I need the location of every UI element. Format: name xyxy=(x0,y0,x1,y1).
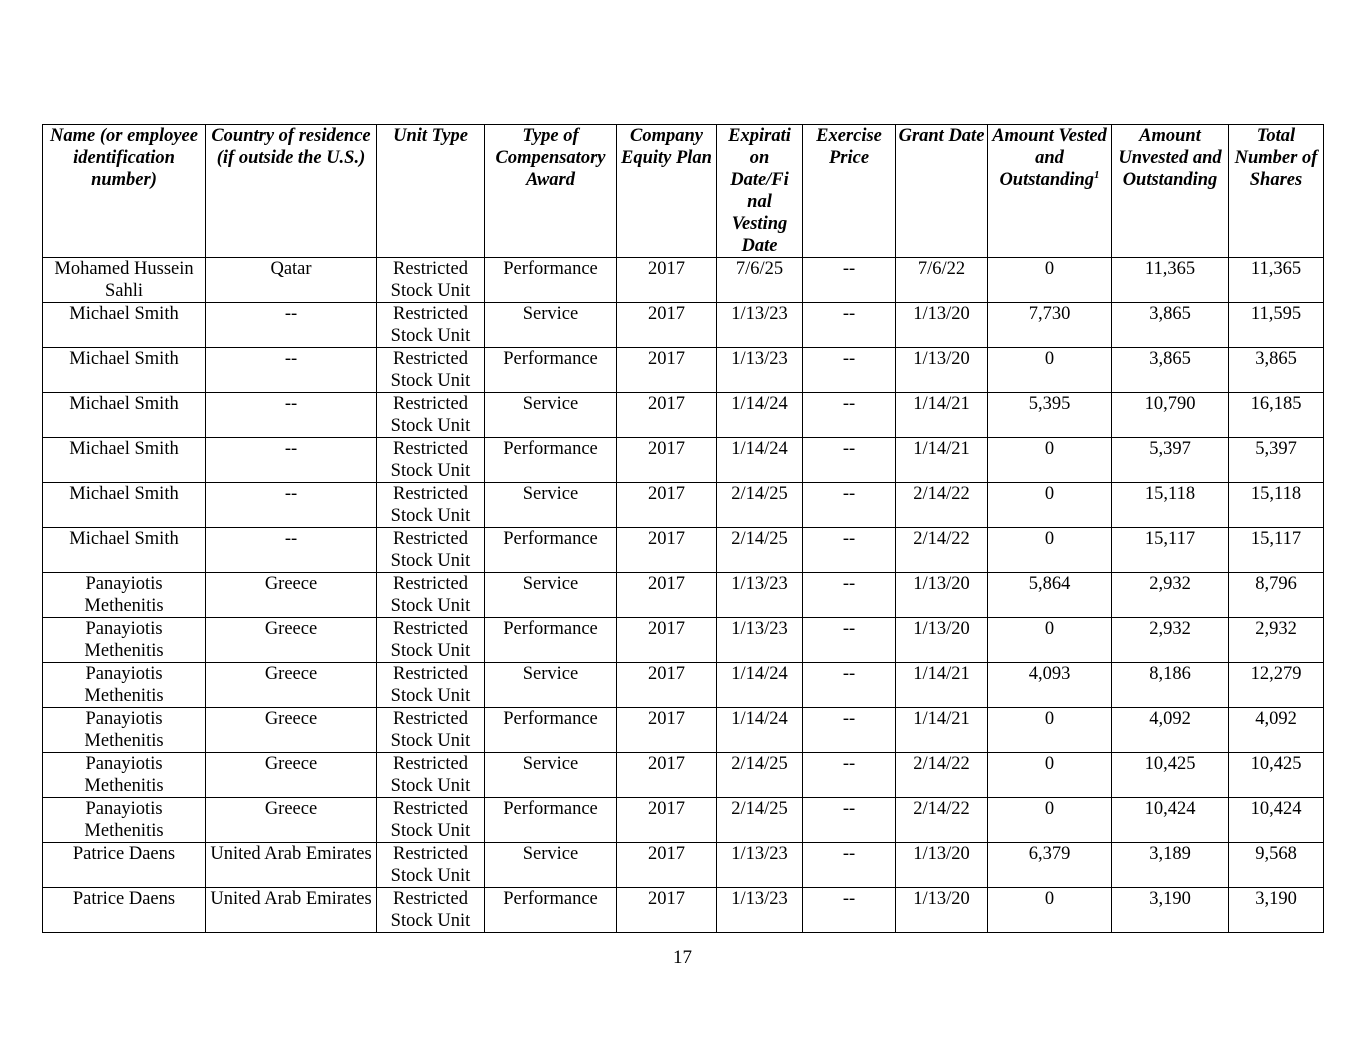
cell-equity-plan: 2017 xyxy=(617,888,717,933)
cell-exercise-price: -- xyxy=(803,798,896,843)
cell-country: Greece xyxy=(206,708,377,753)
cell-equity-plan: 2017 xyxy=(617,663,717,708)
header-grant-date: Grant Date xyxy=(896,125,988,258)
cell-unit-type: Restricted Stock Unit xyxy=(377,528,485,573)
cell-unit-type: Restricted Stock Unit xyxy=(377,618,485,663)
cell-name: Panayiotis Methenitis xyxy=(43,798,206,843)
cell-grant-date: 1/13/20 xyxy=(896,843,988,888)
cell-amount-unvested: 15,117 xyxy=(1112,528,1229,573)
cell-grant-date: 1/13/20 xyxy=(896,303,988,348)
cell-name: Panayiotis Methenitis xyxy=(43,618,206,663)
cell-total-shares: 4,092 xyxy=(1229,708,1324,753)
cell-amount-vested: 6,379 xyxy=(988,843,1112,888)
cell-name: Michael Smith xyxy=(43,438,206,483)
cell-amount-vested: 0 xyxy=(988,528,1112,573)
cell-grant-date: 1/13/20 xyxy=(896,348,988,393)
cell-expiration-date: 2/14/25 xyxy=(717,483,803,528)
cell-award-type: Service xyxy=(485,843,617,888)
cell-exercise-price: -- xyxy=(803,483,896,528)
cell-total-shares: 15,117 xyxy=(1229,528,1324,573)
equity-awards-table xyxy=(42,124,1324,933)
table-row xyxy=(43,888,1324,933)
cell-exercise-price: -- xyxy=(803,393,896,438)
cell-unit-type: Restricted Stock Unit xyxy=(377,393,485,438)
table-row xyxy=(43,483,1324,528)
cell-unit-type: Restricted Stock Unit xyxy=(377,798,485,843)
cell-exercise-price: -- xyxy=(803,843,896,888)
cell-unit-type: Restricted Stock Unit xyxy=(377,843,485,888)
cell-grant-date: 1/14/21 xyxy=(896,393,988,438)
cell-grant-date: 2/14/22 xyxy=(896,753,988,798)
cell-country: -- xyxy=(206,393,377,438)
cell-unit-type: Restricted Stock Unit xyxy=(377,303,485,348)
cell-grant-date: 2/14/22 xyxy=(896,528,988,573)
cell-exercise-price: -- xyxy=(803,663,896,708)
cell-exercise-price: -- xyxy=(803,528,896,573)
cell-grant-date: 1/14/21 xyxy=(896,438,988,483)
header-expiration-line: Vesting xyxy=(731,214,788,234)
header-exercise-price: Exercise Price xyxy=(803,125,896,258)
cell-amount-vested: 0 xyxy=(988,348,1112,393)
cell-amount-unvested: 8,186 xyxy=(1112,663,1229,708)
table-row xyxy=(43,663,1324,708)
table-header-row xyxy=(43,125,1324,258)
cell-amount-unvested: 3,190 xyxy=(1112,888,1229,933)
cell-amount-vested: 0 xyxy=(988,618,1112,663)
cell-amount-vested: 0 xyxy=(988,438,1112,483)
table-row xyxy=(43,303,1324,348)
header-expiration-date xyxy=(717,125,803,258)
cell-equity-plan: 2017 xyxy=(617,348,717,393)
cell-grant-date: 1/14/21 xyxy=(896,663,988,708)
cell-name: Michael Smith xyxy=(43,303,206,348)
cell-name: Michael Smith xyxy=(43,483,206,528)
header-expiration-line: Date/Fi xyxy=(730,170,789,190)
cell-amount-unvested: 2,932 xyxy=(1112,573,1229,618)
cell-amount-vested: 0 xyxy=(988,798,1112,843)
cell-equity-plan: 2017 xyxy=(617,483,717,528)
cell-exercise-price: -- xyxy=(803,753,896,798)
cell-expiration-date: 1/14/24 xyxy=(717,708,803,753)
cell-country: -- xyxy=(206,528,377,573)
cell-country: -- xyxy=(206,348,377,393)
cell-country: Greece xyxy=(206,573,377,618)
cell-country: -- xyxy=(206,438,377,483)
cell-total-shares: 5,397 xyxy=(1229,438,1324,483)
cell-exercise-price: -- xyxy=(803,708,896,753)
cell-amount-vested: 0 xyxy=(988,888,1112,933)
cell-unit-type: Restricted Stock Unit xyxy=(377,348,485,393)
cell-expiration-date: 1/14/24 xyxy=(717,438,803,483)
cell-amount-unvested: 5,397 xyxy=(1112,438,1229,483)
header-expiration-line: on xyxy=(749,148,770,168)
cell-amount-unvested: 10,425 xyxy=(1112,753,1229,798)
cell-award-type: Performance xyxy=(485,618,617,663)
cell-unit-type: Restricted Stock Unit xyxy=(377,258,485,303)
cell-expiration-date: 2/14/25 xyxy=(717,528,803,573)
cell-expiration-date: 2/14/25 xyxy=(717,753,803,798)
cell-amount-vested: 0 xyxy=(988,258,1112,303)
cell-expiration-date: 1/14/24 xyxy=(717,393,803,438)
cell-unit-type: Restricted Stock Unit xyxy=(377,483,485,528)
cell-name: Mohamed Hussein Sahli xyxy=(43,258,206,303)
cell-grant-date: 1/13/20 xyxy=(896,573,988,618)
cell-amount-vested: 5,395 xyxy=(988,393,1112,438)
cell-unit-type: Restricted Stock Unit xyxy=(377,438,485,483)
cell-amount-unvested: 3,189 xyxy=(1112,843,1229,888)
table-row xyxy=(43,573,1324,618)
cell-expiration-date: 1/13/23 xyxy=(717,843,803,888)
cell-country: Greece xyxy=(206,663,377,708)
cell-award-type: Performance xyxy=(485,798,617,843)
header-country: Country of residence (if outside the U.S.) xyxy=(206,125,377,258)
cell-award-type: Service xyxy=(485,573,617,618)
table-row xyxy=(43,258,1324,303)
header-expiration-line: Expirati xyxy=(728,126,791,146)
cell-award-type: Performance xyxy=(485,888,617,933)
cell-exercise-price: -- xyxy=(803,303,896,348)
cell-amount-unvested: 10,790 xyxy=(1112,393,1229,438)
cell-country: United Arab Emirates xyxy=(206,843,377,888)
header-expiration-line: nal xyxy=(747,192,772,212)
cell-total-shares: 9,568 xyxy=(1229,843,1324,888)
cell-name: Michael Smith xyxy=(43,528,206,573)
header-amount-vested xyxy=(988,125,1112,258)
header-equity-plan: Company Equity Plan xyxy=(617,125,717,258)
cell-award-type: Service xyxy=(485,753,617,798)
cell-name: Patrice Daens xyxy=(43,843,206,888)
cell-equity-plan: 2017 xyxy=(617,303,717,348)
cell-total-shares: 12,279 xyxy=(1229,663,1324,708)
cell-amount-vested: 5,864 xyxy=(988,573,1112,618)
cell-amount-unvested: 4,092 xyxy=(1112,708,1229,753)
cell-amount-vested: 7,730 xyxy=(988,303,1112,348)
cell-total-shares: 15,118 xyxy=(1229,483,1324,528)
table-row xyxy=(43,528,1324,573)
table-body xyxy=(43,258,1324,933)
cell-total-shares: 11,595 xyxy=(1229,303,1324,348)
cell-unit-type: Restricted Stock Unit xyxy=(377,708,485,753)
cell-expiration-date: 1/13/23 xyxy=(717,348,803,393)
cell-amount-unvested: 3,865 xyxy=(1112,303,1229,348)
header-expiration-line: Date xyxy=(741,236,778,256)
cell-amount-vested: 0 xyxy=(988,753,1112,798)
cell-expiration-date: 1/13/23 xyxy=(717,573,803,618)
cell-amount-unvested: 2,932 xyxy=(1112,618,1229,663)
cell-expiration-date: 7/6/25 xyxy=(717,258,803,303)
cell-award-type: Service xyxy=(485,483,617,528)
cell-name: Michael Smith xyxy=(43,393,206,438)
cell-equity-plan: 2017 xyxy=(617,528,717,573)
cell-equity-plan: 2017 xyxy=(617,618,717,663)
cell-grant-date: 1/13/20 xyxy=(896,618,988,663)
table-row xyxy=(43,753,1324,798)
header-name: Name (or employee identification number) xyxy=(43,125,206,258)
cell-unit-type: Restricted Stock Unit xyxy=(377,573,485,618)
cell-award-type: Service xyxy=(485,663,617,708)
cell-amount-unvested: 11,365 xyxy=(1112,258,1229,303)
header-total-shares: Total Number of Shares xyxy=(1229,125,1324,258)
cell-exercise-price: -- xyxy=(803,438,896,483)
cell-country: Greece xyxy=(206,618,377,663)
cell-award-type: Service xyxy=(485,303,617,348)
cell-total-shares: 3,865 xyxy=(1229,348,1324,393)
cell-total-shares: 11,365 xyxy=(1229,258,1324,303)
table-row xyxy=(43,348,1324,393)
cell-total-shares: 16,185 xyxy=(1229,393,1324,438)
cell-unit-type: Restricted Stock Unit xyxy=(377,888,485,933)
cell-award-type: Performance xyxy=(485,528,617,573)
cell-name: Patrice Daens xyxy=(43,888,206,933)
cell-amount-vested: 0 xyxy=(988,483,1112,528)
cell-country: -- xyxy=(206,483,377,528)
cell-equity-plan: 2017 xyxy=(617,798,717,843)
cell-equity-plan: 2017 xyxy=(617,258,717,303)
cell-grant-date: 2/14/22 xyxy=(896,483,988,528)
cell-name: Panayiotis Methenitis xyxy=(43,708,206,753)
cell-exercise-price: -- xyxy=(803,618,896,663)
cell-equity-plan: 2017 xyxy=(617,753,717,798)
cell-exercise-price: -- xyxy=(803,888,896,933)
cell-exercise-price: -- xyxy=(803,348,896,393)
cell-amount-vested: 0 xyxy=(988,708,1112,753)
cell-name: Panayiotis Methenitis xyxy=(43,573,206,618)
cell-equity-plan: 2017 xyxy=(617,438,717,483)
cell-equity-plan: 2017 xyxy=(617,573,717,618)
cell-expiration-date: 1/13/23 xyxy=(717,618,803,663)
header-amount-unvested: Amount Unvested and Outstanding xyxy=(1112,125,1229,258)
cell-total-shares: 2,932 xyxy=(1229,618,1324,663)
cell-expiration-date: 1/14/24 xyxy=(717,663,803,708)
cell-grant-date: 1/14/21 xyxy=(896,708,988,753)
table-row xyxy=(43,393,1324,438)
cell-name: Panayiotis Methenitis xyxy=(43,753,206,798)
footnote-marker: 1 xyxy=(1094,168,1100,181)
cell-country: Greece xyxy=(206,798,377,843)
cell-equity-plan: 2017 xyxy=(617,843,717,888)
cell-country: -- xyxy=(206,303,377,348)
cell-award-type: Performance xyxy=(485,348,617,393)
cell-expiration-date: 1/13/23 xyxy=(717,303,803,348)
cell-total-shares: 3,190 xyxy=(1229,888,1324,933)
cell-award-type: Performance xyxy=(485,438,617,483)
table-row xyxy=(43,843,1324,888)
cell-grant-date: 2/14/22 xyxy=(896,798,988,843)
header-award-type: Type of Compensatory Award xyxy=(485,125,617,258)
cell-amount-vested: 4,093 xyxy=(988,663,1112,708)
cell-expiration-date: 2/14/25 xyxy=(717,798,803,843)
cell-equity-plan: 2017 xyxy=(617,708,717,753)
cell-amount-unvested: 15,118 xyxy=(1112,483,1229,528)
cell-total-shares: 8,796 xyxy=(1229,573,1324,618)
cell-award-type: Performance xyxy=(485,708,617,753)
table-row xyxy=(43,798,1324,843)
cell-expiration-date: 1/13/23 xyxy=(717,888,803,933)
cell-total-shares: 10,425 xyxy=(1229,753,1324,798)
cell-amount-unvested: 3,865 xyxy=(1112,348,1229,393)
header-amount-vested-label: Amount Vested and Outstanding xyxy=(992,126,1107,190)
cell-country: Qatar xyxy=(206,258,377,303)
cell-grant-date: 7/6/22 xyxy=(896,258,988,303)
table-row xyxy=(43,438,1324,483)
table-row xyxy=(43,708,1324,753)
page-number: 17 xyxy=(673,947,692,968)
cell-award-type: Performance xyxy=(485,258,617,303)
table-row xyxy=(43,618,1324,663)
cell-grant-date: 1/13/20 xyxy=(896,888,988,933)
cell-unit-type: Restricted Stock Unit xyxy=(377,753,485,798)
cell-country: United Arab Emirates xyxy=(206,888,377,933)
cell-amount-unvested: 10,424 xyxy=(1112,798,1229,843)
cell-country: Greece xyxy=(206,753,377,798)
cell-equity-plan: 2017 xyxy=(617,393,717,438)
cell-name: Panayiotis Methenitis xyxy=(43,663,206,708)
cell-exercise-price: -- xyxy=(803,258,896,303)
header-unit-type: Unit Type xyxy=(377,125,485,258)
cell-name: Michael Smith xyxy=(43,348,206,393)
cell-total-shares: 10,424 xyxy=(1229,798,1324,843)
cell-unit-type: Restricted Stock Unit xyxy=(377,663,485,708)
cell-award-type: Service xyxy=(485,393,617,438)
cell-exercise-price: -- xyxy=(803,573,896,618)
